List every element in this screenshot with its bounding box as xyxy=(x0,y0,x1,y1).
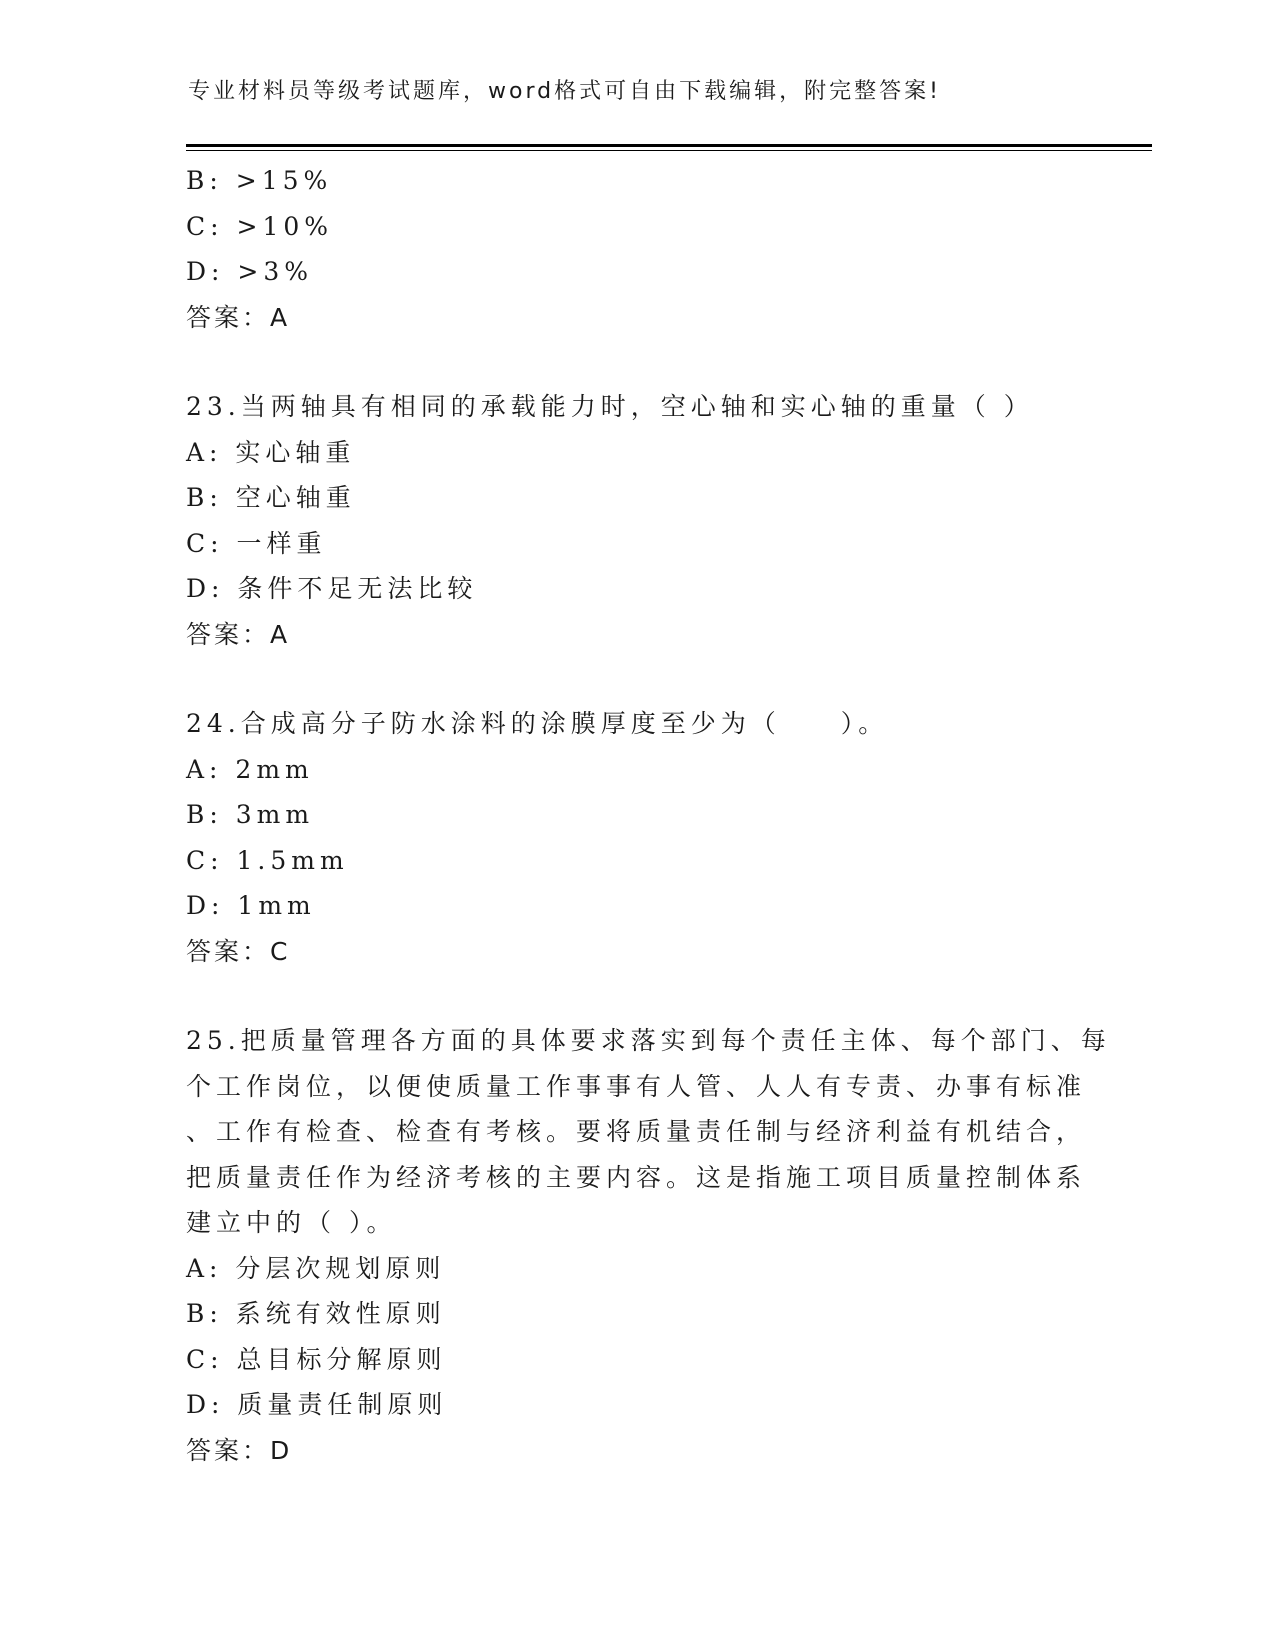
question-stem-line: 把质量责任作为经济考核的主要内容。这是指施工项目质量控制体系 xyxy=(186,1162,1087,1192)
question-22 xyxy=(186,158,1086,340)
option-a: A: 2mm xyxy=(186,754,314,784)
header-rule-thin xyxy=(186,150,1152,151)
answer: 答案：A xyxy=(186,619,291,649)
question-25 xyxy=(186,1018,1111,1473)
question-stem: 23.当两轴具有相同的承载能力时，空心轴和实心轴的重量（ ） xyxy=(186,392,1034,421)
answer: 答案：D xyxy=(186,1435,293,1465)
option-d: D: 质量责任制原则 xyxy=(186,1390,448,1419)
question-stem: 24.合成高分子防水涂料的涂膜厚度至少为（ ）。 xyxy=(186,709,889,738)
option-b: B: >15% xyxy=(186,166,333,195)
header-rule-thick xyxy=(186,144,1152,147)
option-b: B: 空心轴重 xyxy=(186,483,356,512)
document-header: 专业材料员等级考试题库，word格式可自由下载编辑，附完整答案! xyxy=(188,79,941,104)
option-c: C: 1.5mm xyxy=(186,845,349,875)
question-content xyxy=(186,158,1111,1473)
option-b: B: 3mm xyxy=(186,800,315,829)
option-d: D: 条件不足无法比较 xyxy=(186,574,478,603)
option-a: A: 实心轴重 xyxy=(186,437,356,467)
question-stem-line: 25.把质量管理各方面的具体要求落实到每个责任主体、每个部门、每 xyxy=(186,1026,1111,1055)
question-stem-line: 、工作有检查、检查有考核。要将质量责任制与经济利益有机结合， xyxy=(186,1117,1087,1146)
question-stem-line: 建立中的（ ）。 xyxy=(186,1208,397,1237)
question-stem-line: 个工作岗位，以便使质量工作事事有人管、人人有专责、办事有标准 xyxy=(186,1071,1087,1101)
option-c: C: 总目标分解原则 xyxy=(186,1344,447,1374)
answer: 答案：A xyxy=(186,302,291,332)
option-d: D: 1mm xyxy=(186,891,316,920)
question-23 xyxy=(186,384,1086,657)
option-c: C: 一样重 xyxy=(186,528,327,558)
answer: 答案：C xyxy=(186,936,291,966)
option-a: A: 分层次规划原则 xyxy=(186,1253,446,1283)
option-c: C: >10% xyxy=(186,211,334,241)
question-24 xyxy=(186,701,1086,974)
option-d: D: >3% xyxy=(186,257,314,286)
option-b: B: 系统有效性原则 xyxy=(186,1299,446,1328)
